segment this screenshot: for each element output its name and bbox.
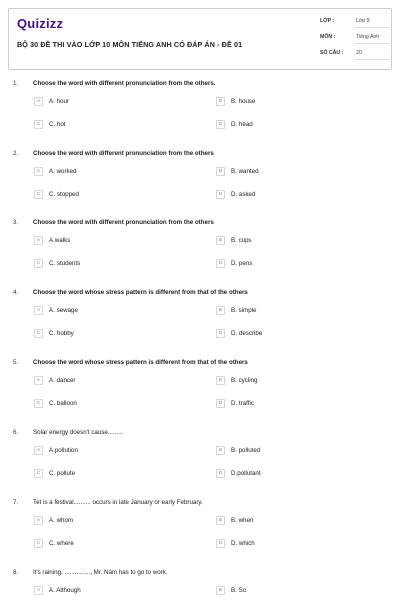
option-b[interactable]: [216, 97, 376, 109]
option-c[interactable]: [34, 259, 194, 271]
document-title: BỘ 30 ĐỀ THI VÀO LỚP 10 MÔN TIẾNG ANH CÓ ĐÁP ÁN - ĐỀ 01: [17, 40, 243, 49]
option-text: B. house: [231, 98, 256, 105]
option-b[interactable]: [216, 516, 376, 528]
option-a[interactable]: [34, 306, 194, 318]
option-a[interactable]: [34, 586, 194, 598]
option-text: A.walks: [49, 237, 71, 244]
option-a[interactable]: [34, 376, 194, 388]
meta-value: Lớp 9: [356, 18, 370, 24]
option-text: D.pollutant: [231, 470, 261, 477]
option-d[interactable]: [216, 190, 376, 202]
option-d[interactable]: [216, 539, 376, 551]
option-c[interactable]: [34, 539, 194, 551]
option-text: C. stopped: [49, 191, 79, 198]
option-a[interactable]: [34, 516, 194, 528]
option-letter: B: [216, 236, 225, 245]
option-text: B. wanted: [231, 168, 259, 175]
question-text: Tet is a festival.......... occurs in late January or early February.: [33, 499, 203, 506]
meta-label: LỚP :: [320, 18, 335, 24]
question-text: Solar energy doesn't cause.........: [33, 429, 124, 436]
quizizz-logo: Quizizz: [17, 16, 64, 31]
option-c[interactable]: [34, 329, 194, 341]
option-text: A. whom: [49, 517, 74, 524]
option-b[interactable]: [216, 586, 376, 598]
option-text: C. hot: [49, 121, 66, 128]
option-letter: A: [34, 586, 43, 595]
option-letter: A: [34, 516, 43, 525]
question-6: [0, 429, 400, 495]
option-d[interactable]: [216, 469, 376, 481]
option-letter: C: [34, 120, 43, 129]
question-number: 6.: [13, 429, 19, 436]
meta-subject-row: [320, 29, 390, 45]
meta-count-row: [320, 45, 390, 61]
option-text: A.pollution: [49, 447, 78, 454]
option-letter: D: [216, 469, 225, 478]
option-text: C. hobby: [49, 330, 74, 337]
question-number: 3.: [13, 219, 19, 226]
option-c[interactable]: [34, 399, 194, 411]
option-b[interactable]: [216, 376, 376, 388]
question-8: [0, 569, 400, 600]
option-letter: B: [216, 167, 225, 176]
option-letter: D: [216, 329, 225, 338]
option-text: D. pens: [231, 260, 253, 267]
option-text: D. asked: [231, 191, 256, 198]
question-2: [0, 150, 400, 216]
option-c[interactable]: [34, 469, 194, 481]
question-4: [0, 289, 400, 355]
question-number: 5.: [13, 359, 19, 366]
question-text: It's raining, ..............., Mr. Nam has to go to work.: [33, 569, 168, 576]
option-text: D. head: [231, 121, 253, 128]
option-letter: C: [34, 190, 43, 199]
option-a[interactable]: [34, 446, 194, 458]
option-letter: B: [216, 376, 225, 385]
option-letter: A: [34, 306, 43, 315]
option-text: D. describe: [231, 330, 263, 337]
option-text: A. hour: [49, 98, 69, 105]
question-1: [0, 80, 400, 146]
option-d[interactable]: [216, 329, 376, 341]
option-text: B. polluted: [231, 447, 261, 454]
question-text: Choose the word with different pronunciation from the others: [33, 219, 214, 226]
option-letter: A: [34, 167, 43, 176]
option-letter: A: [34, 446, 43, 455]
option-b[interactable]: [216, 167, 376, 179]
meta-grade-row: [320, 13, 390, 29]
option-letter: B: [216, 306, 225, 315]
question-text: Choose the word with different pronunciation from the others.: [33, 80, 216, 87]
option-a[interactable]: [34, 97, 194, 109]
option-c[interactable]: [34, 190, 194, 202]
option-text: A. Although: [49, 587, 81, 594]
option-c[interactable]: [34, 120, 194, 132]
option-letter: C: [34, 469, 43, 478]
meta-label: SỐ CÂU :: [320, 50, 344, 56]
option-letter: B: [216, 446, 225, 455]
option-letter: D: [216, 259, 225, 268]
option-letter: D: [216, 120, 225, 129]
option-letter: C: [34, 329, 43, 338]
option-d[interactable]: [216, 120, 376, 132]
option-text: C. balloon: [49, 400, 77, 407]
option-text: A. sewage: [49, 307, 78, 314]
option-a[interactable]: [34, 167, 194, 179]
option-text: B. cycling: [231, 377, 258, 384]
option-letter: B: [216, 586, 225, 595]
option-letter: A: [34, 236, 43, 245]
option-text: D. which: [231, 540, 255, 547]
option-b[interactable]: [216, 446, 376, 458]
question-text: Choose the word whose stress pattern is different from that of the others: [33, 359, 248, 366]
option-letter: C: [34, 259, 43, 268]
option-letter: D: [216, 539, 225, 548]
question-text: Choose the word with different pronunciation from the others: [33, 150, 214, 157]
question-number: 8.: [13, 569, 19, 576]
question-number: 1.: [13, 80, 19, 87]
question-number: 2.: [13, 150, 19, 157]
question-5: [0, 359, 400, 425]
question-number: 7.: [13, 499, 19, 506]
meta-value: Tiếng Anh: [356, 34, 380, 40]
option-text: C. students: [49, 260, 81, 267]
option-text: A. worked: [49, 168, 77, 175]
option-letter: D: [216, 399, 225, 408]
option-text: B. simple: [231, 307, 257, 314]
meta-underline: [354, 27, 390, 28]
meta-underline: [354, 59, 390, 60]
meta-label: MÔN :: [320, 34, 336, 40]
question-number: 4.: [13, 289, 19, 296]
option-letter: A: [34, 376, 43, 385]
option-text: B. cups: [231, 237, 252, 244]
option-text: B. when: [231, 517, 254, 524]
option-letter: C: [34, 539, 43, 548]
option-b[interactable]: [216, 236, 376, 248]
option-text: D. traffic: [231, 400, 254, 407]
meta-underline: [354, 43, 390, 44]
question-3: [0, 219, 400, 285]
option-text: B. So: [231, 587, 247, 594]
question-text: Choose the word whose stress pattern is different from that of the others: [33, 289, 248, 296]
option-letter: D: [216, 190, 225, 199]
option-letter: A: [34, 97, 43, 106]
option-text: C. where: [49, 540, 74, 547]
option-letter: B: [216, 516, 225, 525]
option-text: A. dancer: [49, 377, 76, 384]
meta-value: 20: [356, 50, 362, 56]
option-letter: C: [34, 399, 43, 408]
question-7: [0, 499, 400, 565]
worksheet-header: [8, 8, 392, 70]
option-d[interactable]: [216, 399, 376, 411]
option-d[interactable]: [216, 259, 376, 271]
option-text: C. pollute: [49, 470, 76, 477]
option-b[interactable]: [216, 306, 376, 318]
option-a[interactable]: [34, 236, 194, 248]
option-letter: B: [216, 97, 225, 106]
